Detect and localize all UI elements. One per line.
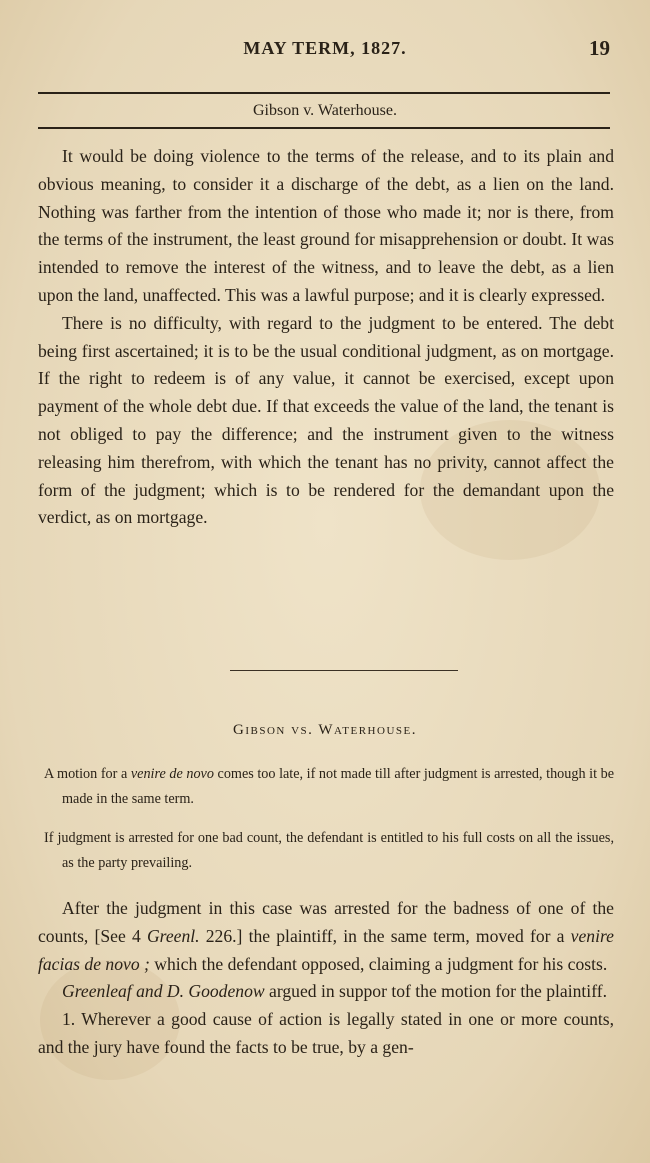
text-run: which the defendant opposed, claiming a judgment for his costs. [149, 953, 608, 974]
page-number: 19 [589, 36, 610, 60]
text-run: 226.] the plaintiff, in the same term, moved for a [199, 925, 571, 946]
headnote-italic: venire de novo [130, 766, 214, 782]
case-paragraph-3: 1. Wherever a good cause of action is legally stated in one or more counts, and the jury have found the facts to be true, by a gen- [38, 1009, 614, 1057]
case-paragraph-1 [38, 895, 614, 978]
headnote-text: If judgment is arrested for one bad count, the defendant is entitled to his full costs on all the issues, as the party prevailing. [44, 830, 614, 871]
headnote-text: comes too late, if not made till after judgment is arrested, though it be made in the same term. [62, 766, 615, 807]
case-title: Gibson vs. Waterhouse. [233, 722, 417, 738]
case-body [38, 895, 614, 1062]
opinion-paragraph-1: It would be doing violence to the terms of the release, and to its plain and obvious meaning, to consider it a discharge of the debt, as a lien on the land. Nothing was farther from the intention of those who made it; nor is there, from the terms of the instrument, the least ground for misapprehension or doubt. It was intended to remove the interest of the witness, and to leave the debt, as a lien upon the land, unaffected. This was a lawful purpose; and it is clearly expressed. [38, 146, 614, 305]
header-rule-top [38, 92, 610, 94]
text-run: After the judgment in this case was arrested for the badness of one of the counts, [See 4 [38, 898, 614, 946]
running-head-title: MAY TERM, 1827. [243, 38, 407, 58]
headnote-2 [44, 826, 614, 876]
headnote-text: A motion for a [44, 766, 131, 782]
section-divider [230, 670, 458, 671]
case-subhead: Gibson v. Waterhouse. [252, 102, 398, 119]
opinion-paragraph-2: There is no difficulty, with regard to the judgment to be entered. The debt being first ascertained; it is to be the usual conditional judgment, as on mortgage. If the right to redeem is of any value, it cannot be exercised, except upon payment of the whole debt due. If that exceeds the value of the land, the tenant is not obliged to pay the difference; and the instrument given to the witness releasing him therefrom, with which the tenant has no privity, cannot affect the form of the judgment; which is to be rendered for the demandant upon the verdict, as on mortgage. [38, 312, 614, 528]
writ-italic: venire facias de novo ; [38, 925, 614, 974]
header-rule-bottom [38, 127, 610, 129]
opinion-continued [38, 143, 614, 532]
headnote-1 [44, 762, 614, 812]
counsel-names: Greenleaf and D. Goodenow [62, 981, 265, 1002]
running-head [0, 36, 650, 66]
case-paragraph-2 [38, 978, 614, 1006]
text-run: argued in suppor tof the motion for the plaintiff. [264, 981, 607, 1002]
citation-italic: Greenl. [146, 925, 200, 946]
